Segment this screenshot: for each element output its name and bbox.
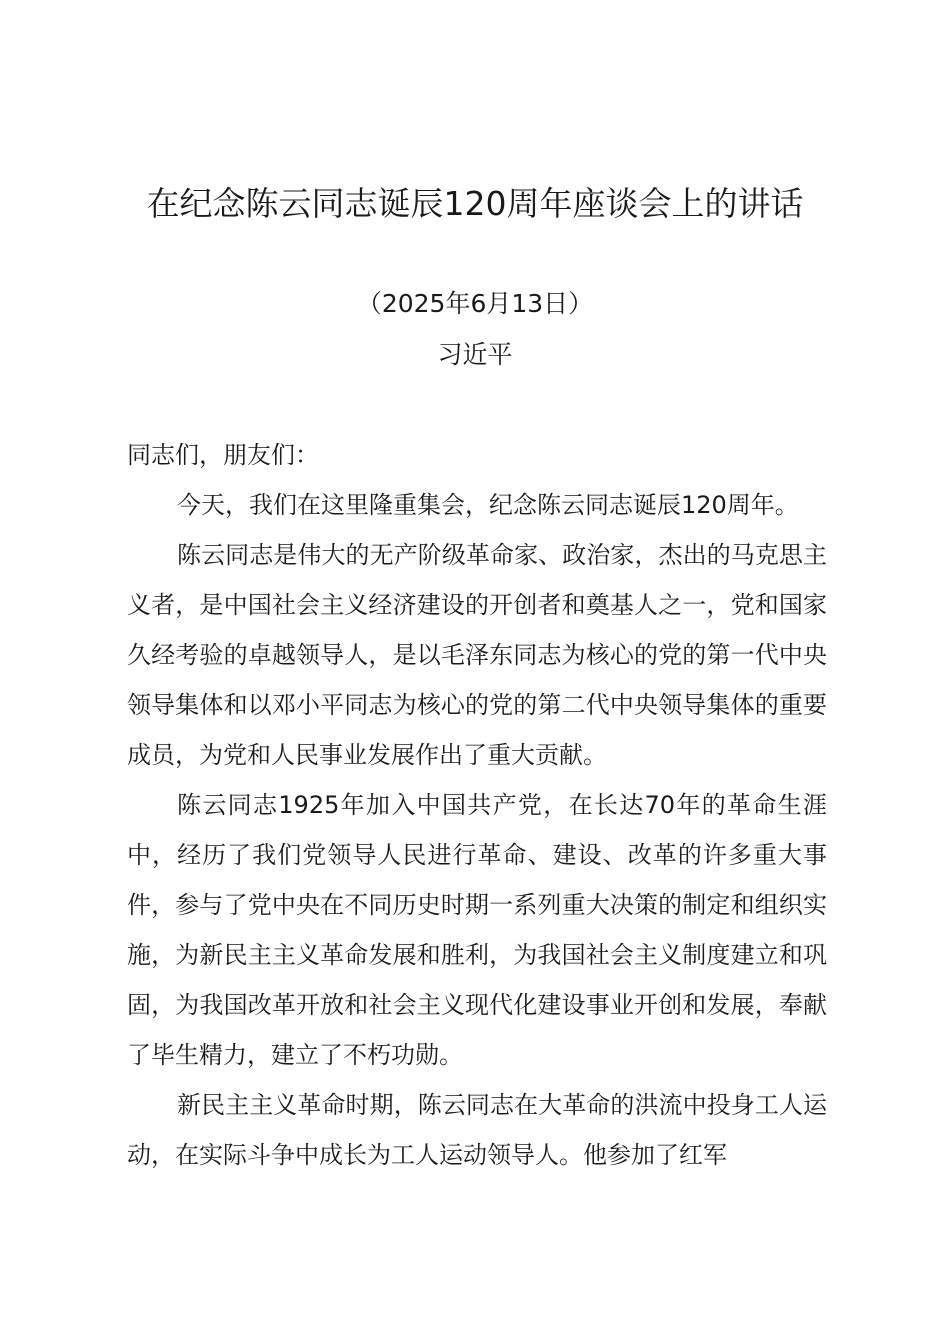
paragraph-1: 今天，我们在这里隆重集会，纪念陈云同志诞辰120周年。	[177, 491, 799, 519]
document-title: 在纪念陈云同志诞辰120周年座谈会上的讲话	[146, 184, 804, 223]
salutation: 同志们，朋友们：	[127, 441, 319, 469]
paragraph-4: 新民主主义革命时期，陈云同志在大革命的洪流中投身工人运动，在实际斗争中成长为工人运动领导人。他参加了红军	[127, 1091, 827, 1169]
document-author: 习近平	[437, 340, 513, 369]
document-body	[127, 430, 827, 1180]
paragraph-2: 陈云同志是伟大的无产阶级革命家、政治家，杰出的马克思主义者，是中国社会主义经济建设的开创者和奠基人之一，党和国家久经考验的卓越领导人，是以毛泽东同志为核心的党的第一代中央领导集体和以邓小平同志为核心的党的第二代中央领导集体的重要成员，为党和人民事业发展作出了重大贡献。	[127, 541, 827, 769]
paragraph-3: 陈云同志1925年加入中国共产党，在长达70年的革命生涯中，经历了我们党领导人民进行革命、建设、改革的许多重大事件，参与了党中央在不同历史时期一系列重大决策的制定和组织实施，为新民主主义革命发展和胜利，为我国社会主义制度建立和巩固，为我国改革开放和社会主义现代化建设事业开创和发展，奉献了毕生精力，建立了不朽功勋。	[127, 791, 827, 1069]
document-date: （2025年6月13日）	[356, 289, 594, 318]
